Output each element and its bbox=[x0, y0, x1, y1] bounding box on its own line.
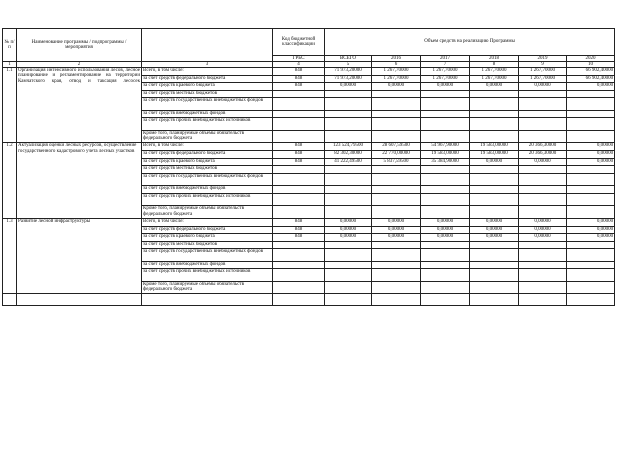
empty-cell bbox=[372, 130, 421, 143]
funding-source: Кроме того, планируемые объемы обязательств федерального бюджета bbox=[142, 130, 273, 143]
amount-cell: 1 267,70000 bbox=[421, 75, 470, 83]
amount-cell: 0,00000 bbox=[519, 226, 567, 234]
empty-cell bbox=[372, 249, 421, 262]
amount-cell: 71 973,20000 bbox=[325, 75, 372, 83]
empty-cell bbox=[421, 90, 470, 98]
empty-cell bbox=[567, 130, 615, 143]
amount-cell: 0,00000 bbox=[470, 83, 519, 91]
column-number: 6 bbox=[372, 62, 421, 68]
empty-cell bbox=[519, 110, 567, 118]
table-row bbox=[3, 218, 615, 226]
empty-cell bbox=[421, 206, 470, 219]
amount-cell: 0,00000 bbox=[470, 218, 519, 226]
empty-cell bbox=[567, 261, 615, 269]
empty-cell bbox=[273, 110, 325, 118]
empty-cell bbox=[470, 173, 519, 186]
empty-cell bbox=[372, 166, 421, 174]
grbs-code: 848 bbox=[273, 68, 325, 76]
funding-source: Всего, в том числе: bbox=[142, 68, 273, 76]
funding-source: Кроме того, планируемые объемы обязательств федерального бюджета bbox=[142, 206, 273, 219]
amount-cell: 82 302,30000 bbox=[325, 151, 372, 159]
empty-cell bbox=[519, 193, 567, 206]
empty-cell bbox=[273, 294, 325, 306]
header-name: Наименование программы / подпрограммы / мероприятия bbox=[17, 29, 142, 62]
amount-cell: 1 267,70000 bbox=[372, 68, 421, 76]
column-number: 9 bbox=[519, 62, 567, 68]
header-total: ВСЕГО bbox=[325, 56, 372, 62]
amount-cell: 0,00000 bbox=[372, 218, 421, 226]
amount-cell: 0,00000 bbox=[470, 226, 519, 234]
empty-cell bbox=[567, 241, 615, 249]
funding-source: за счет средств внебюджетных фондов bbox=[142, 110, 273, 118]
amount-cell: 20 366,30000 bbox=[519, 151, 567, 159]
empty-cell bbox=[519, 118, 567, 131]
amount-cell: 1 267,70000 bbox=[519, 75, 567, 83]
grbs-code: 848 bbox=[273, 151, 325, 159]
empty-cell bbox=[372, 193, 421, 206]
empty-cell bbox=[325, 110, 372, 118]
empty-cell bbox=[372, 206, 421, 219]
amount-cell: 0,00000 bbox=[372, 234, 421, 242]
empty-cell bbox=[325, 173, 372, 186]
grbs-code: 848 bbox=[273, 234, 325, 242]
amount-cell: 0,00000 bbox=[519, 218, 567, 226]
amount-cell: 1 267,70000 bbox=[470, 75, 519, 83]
empty-cell bbox=[372, 110, 421, 118]
grbs-code: 848 bbox=[273, 143, 325, 151]
empty-cell bbox=[519, 269, 567, 282]
grbs-code: 848 bbox=[273, 158, 325, 166]
column-number: 1 bbox=[3, 62, 17, 68]
empty-cell bbox=[273, 261, 325, 269]
empty-cell bbox=[17, 294, 142, 306]
amount-cell: 0,00000 bbox=[325, 226, 372, 234]
amount-cell: 0,00000 bbox=[567, 83, 615, 91]
amount-cell: 0,00000 bbox=[567, 158, 615, 166]
amount-cell: 0,00000 bbox=[567, 151, 615, 159]
amount-cell: 1 267,70000 bbox=[372, 75, 421, 83]
empty-cell bbox=[273, 186, 325, 194]
row-number: 1.2 bbox=[3, 143, 17, 218]
amount-cell: 0,00000 bbox=[470, 158, 519, 166]
amount-cell: 0,00000 bbox=[567, 234, 615, 242]
empty-cell bbox=[567, 118, 615, 131]
empty-cell bbox=[421, 249, 470, 262]
empty-cell bbox=[519, 261, 567, 269]
empty-cell bbox=[519, 173, 567, 186]
empty-cell bbox=[273, 241, 325, 249]
funding-source: за счет средств краевого бюджета bbox=[142, 234, 273, 242]
empty-cell bbox=[421, 193, 470, 206]
column-number: 8 bbox=[470, 62, 519, 68]
amount-cell: 0,00000 bbox=[421, 218, 470, 226]
empty-cell bbox=[470, 241, 519, 249]
empty-cell bbox=[273, 98, 325, 111]
program-budget-table bbox=[2, 28, 615, 306]
empty-cell bbox=[273, 281, 325, 294]
empty-cell bbox=[273, 249, 325, 262]
empty-cell bbox=[567, 166, 615, 174]
grbs-code: 848 bbox=[273, 226, 325, 234]
row-number: 1.1 bbox=[3, 68, 17, 143]
funding-source: за счет средств прочих внебюджетных источников bbox=[142, 269, 273, 282]
empty-cell bbox=[567, 98, 615, 111]
funding-source: Всего, в том числе: bbox=[142, 218, 273, 226]
row-number: 1.3 bbox=[3, 218, 17, 293]
empty-cell bbox=[325, 269, 372, 282]
empty-cell bbox=[325, 166, 372, 174]
header-year: 2017 bbox=[421, 56, 470, 62]
header-num: № п/п bbox=[3, 29, 17, 62]
empty-cell bbox=[567, 206, 615, 219]
empty-cell bbox=[421, 110, 470, 118]
funding-source: за счет средств краевого бюджета bbox=[142, 83, 273, 91]
funding-source: Кроме того, планируемые объемы обязательств федерального бюджета bbox=[142, 281, 273, 294]
amount-cell: 0,00000 bbox=[519, 158, 567, 166]
amount-cell: 19 583,00000 bbox=[421, 151, 470, 159]
column-number: 5 bbox=[325, 62, 372, 68]
empty-cell bbox=[325, 130, 372, 143]
empty-cell bbox=[325, 90, 372, 98]
empty-cell bbox=[421, 98, 470, 111]
amount-cell: 5 837,59500 bbox=[372, 158, 421, 166]
amount-cell: 123 524,79500 bbox=[325, 143, 372, 151]
empty-cell bbox=[421, 118, 470, 131]
empty-cell bbox=[421, 241, 470, 249]
header-row bbox=[3, 29, 615, 56]
empty-cell bbox=[325, 281, 372, 294]
empty-cell bbox=[519, 281, 567, 294]
empty-cell bbox=[470, 130, 519, 143]
empty-cell bbox=[421, 261, 470, 269]
amount-cell: 1 267,70000 bbox=[421, 68, 470, 76]
empty-cell bbox=[470, 269, 519, 282]
header-year: 2016 bbox=[372, 56, 421, 62]
empty-cell bbox=[567, 173, 615, 186]
amount-cell: 0,00000 bbox=[519, 234, 567, 242]
amount-cell: 0,00000 bbox=[372, 83, 421, 91]
empty-cell bbox=[273, 166, 325, 174]
amount-cell: 28 607,59500 bbox=[372, 143, 421, 151]
empty-cell bbox=[519, 90, 567, 98]
amount-cell: 0,00000 bbox=[567, 226, 615, 234]
empty-cell bbox=[325, 241, 372, 249]
header-source bbox=[142, 29, 273, 62]
empty-cell bbox=[470, 118, 519, 131]
empty-cell bbox=[519, 294, 567, 306]
column-number: 3 bbox=[142, 62, 273, 68]
amount-cell: 0,00000 bbox=[470, 234, 519, 242]
empty-cell bbox=[567, 110, 615, 118]
empty-cell bbox=[325, 193, 372, 206]
funding-source: за счет средств местных бюджетов bbox=[142, 241, 273, 249]
empty-cell bbox=[372, 294, 421, 306]
header-grbs: ГРБС bbox=[273, 56, 325, 62]
empty-cell bbox=[567, 90, 615, 98]
header-year: 2020 bbox=[567, 56, 615, 62]
empty-cell bbox=[273, 90, 325, 98]
empty-cell bbox=[325, 261, 372, 269]
funding-source: за счет средств прочих внебюджетных источников bbox=[142, 193, 273, 206]
empty-cell bbox=[519, 206, 567, 219]
activity-name: Организация интенсивного использования лесов, лесное планирование и регламентирование на территории Камчатского края, отвод и таксация лесосек bbox=[17, 68, 142, 143]
funding-source: за счет средств федерального бюджета bbox=[142, 151, 273, 159]
amount-cell: 54 967,90000 bbox=[421, 143, 470, 151]
blank-row bbox=[3, 294, 615, 306]
empty-cell bbox=[519, 130, 567, 143]
empty-cell bbox=[421, 130, 470, 143]
empty-cell bbox=[273, 206, 325, 219]
header-code: Код бюджетной классификации bbox=[273, 29, 325, 56]
empty-cell bbox=[273, 130, 325, 143]
empty-cell bbox=[372, 118, 421, 131]
empty-cell bbox=[325, 98, 372, 111]
empty-cell bbox=[421, 281, 470, 294]
amount-cell: 0,00000 bbox=[421, 226, 470, 234]
funding-source: за счет средств краевого бюджета bbox=[142, 158, 273, 166]
empty-cell bbox=[325, 249, 372, 262]
column-number: 10 bbox=[567, 62, 615, 68]
empty-cell bbox=[470, 166, 519, 174]
table-row bbox=[3, 68, 615, 76]
empty-cell bbox=[325, 206, 372, 219]
amount-cell: 35 384,90000 bbox=[421, 158, 470, 166]
funding-source: за счет средств государственных внебюджетных фондов bbox=[142, 173, 273, 186]
empty-cell bbox=[567, 193, 615, 206]
amount-cell: 0,00000 bbox=[421, 234, 470, 242]
amount-cell: 0,00000 bbox=[567, 218, 615, 226]
grbs-code: 848 bbox=[273, 218, 325, 226]
grbs-code: 848 bbox=[273, 83, 325, 91]
empty-cell bbox=[470, 90, 519, 98]
header-year: 2019 bbox=[519, 56, 567, 62]
empty-cell bbox=[470, 193, 519, 206]
empty-cell bbox=[372, 241, 421, 249]
funding-source: за счет средств государственных внебюджетных фондов bbox=[142, 98, 273, 111]
amount-cell: 0,00000 bbox=[372, 226, 421, 234]
empty-cell bbox=[470, 110, 519, 118]
empty-cell bbox=[470, 186, 519, 194]
empty-cell bbox=[470, 294, 519, 306]
empty-cell bbox=[421, 186, 470, 194]
empty-cell bbox=[567, 294, 615, 306]
amount-cell: 1 267,70000 bbox=[470, 68, 519, 76]
empty-cell bbox=[421, 173, 470, 186]
funding-source: Всего, в том числе: bbox=[142, 143, 273, 151]
table-row bbox=[3, 143, 615, 151]
empty-cell bbox=[567, 269, 615, 282]
amount-cell: 71 973,20000 bbox=[325, 68, 372, 76]
empty-cell bbox=[470, 206, 519, 219]
empty-cell bbox=[567, 186, 615, 194]
funding-source: за счет средств внебюджетных фондов bbox=[142, 186, 273, 194]
empty-cell bbox=[273, 269, 325, 282]
funding-source: за счет средств местных бюджетов bbox=[142, 90, 273, 98]
column-number: 4 bbox=[273, 62, 325, 68]
header-year: 2018 bbox=[470, 56, 519, 62]
funding-source: за счет средств местных бюджетов bbox=[142, 166, 273, 174]
empty-cell bbox=[421, 269, 470, 282]
empty-cell bbox=[470, 249, 519, 262]
empty-cell bbox=[372, 173, 421, 186]
empty-cell bbox=[470, 98, 519, 111]
empty-cell bbox=[372, 186, 421, 194]
amount-cell: 0,00000 bbox=[567, 143, 615, 151]
empty-cell bbox=[470, 261, 519, 269]
funding-source: за счет средств прочих внебюджетных источников bbox=[142, 118, 273, 131]
budget-table-sheet bbox=[2, 28, 614, 306]
empty-cell bbox=[567, 281, 615, 294]
amount-cell: 0,00000 bbox=[325, 218, 372, 226]
amount-cell: 19 583,00000 bbox=[470, 143, 519, 151]
funding-source: за счет средств государственных внебюджетных фондов bbox=[142, 249, 273, 262]
empty-cell bbox=[372, 98, 421, 111]
empty-cell bbox=[325, 118, 372, 131]
funding-source: за счет средств федерального бюджета bbox=[142, 226, 273, 234]
activity-name: Развитие лесной инфраструктуры bbox=[17, 218, 142, 293]
empty-cell bbox=[567, 249, 615, 262]
empty-cell bbox=[519, 166, 567, 174]
empty-cell bbox=[519, 249, 567, 262]
empty-cell bbox=[519, 241, 567, 249]
amount-cell: 66 902,40000 bbox=[567, 75, 615, 83]
empty-cell bbox=[421, 294, 470, 306]
funding-source: за счет средств внебюджетных фондов bbox=[142, 261, 273, 269]
empty-cell bbox=[273, 193, 325, 206]
empty-cell bbox=[421, 166, 470, 174]
empty-cell bbox=[3, 294, 17, 306]
amount-cell: 0,00000 bbox=[325, 234, 372, 242]
empty-cell bbox=[273, 173, 325, 186]
empty-cell bbox=[325, 186, 372, 194]
header-volume: Объем средств на реализацию Программы bbox=[325, 29, 615, 56]
empty-cell bbox=[372, 261, 421, 269]
empty-cell bbox=[372, 90, 421, 98]
empty-cell bbox=[372, 281, 421, 294]
amount-cell: 1 267,70000 bbox=[519, 68, 567, 76]
activity-name: Актуализация оценки лесных ресурсов, осуществление государственного кадастрового учета лесных участков bbox=[17, 143, 142, 218]
amount-cell: 20 366,30000 bbox=[519, 143, 567, 151]
amount-cell: 0,00000 bbox=[421, 83, 470, 91]
amount-cell: 19 583,00000 bbox=[470, 151, 519, 159]
empty-cell bbox=[470, 281, 519, 294]
empty-cell bbox=[519, 98, 567, 111]
empty-cell bbox=[325, 294, 372, 306]
amount-cell: 66 902,40000 bbox=[567, 68, 615, 76]
empty-cell bbox=[273, 118, 325, 131]
funding-source: за счет средств федерального бюджета bbox=[142, 75, 273, 83]
column-number: 7 bbox=[421, 62, 470, 68]
empty-cell bbox=[519, 186, 567, 194]
grbs-code: 848 bbox=[273, 75, 325, 83]
amount-cell: 0,00000 bbox=[325, 83, 372, 91]
amount-cell: 41 222,49500 bbox=[325, 158, 372, 166]
empty-cell bbox=[142, 294, 273, 306]
column-number: 2 bbox=[17, 62, 142, 68]
amount-cell: 22 770,00000 bbox=[372, 151, 421, 159]
empty-cell bbox=[372, 269, 421, 282]
amount-cell: 0,00000 bbox=[519, 83, 567, 91]
